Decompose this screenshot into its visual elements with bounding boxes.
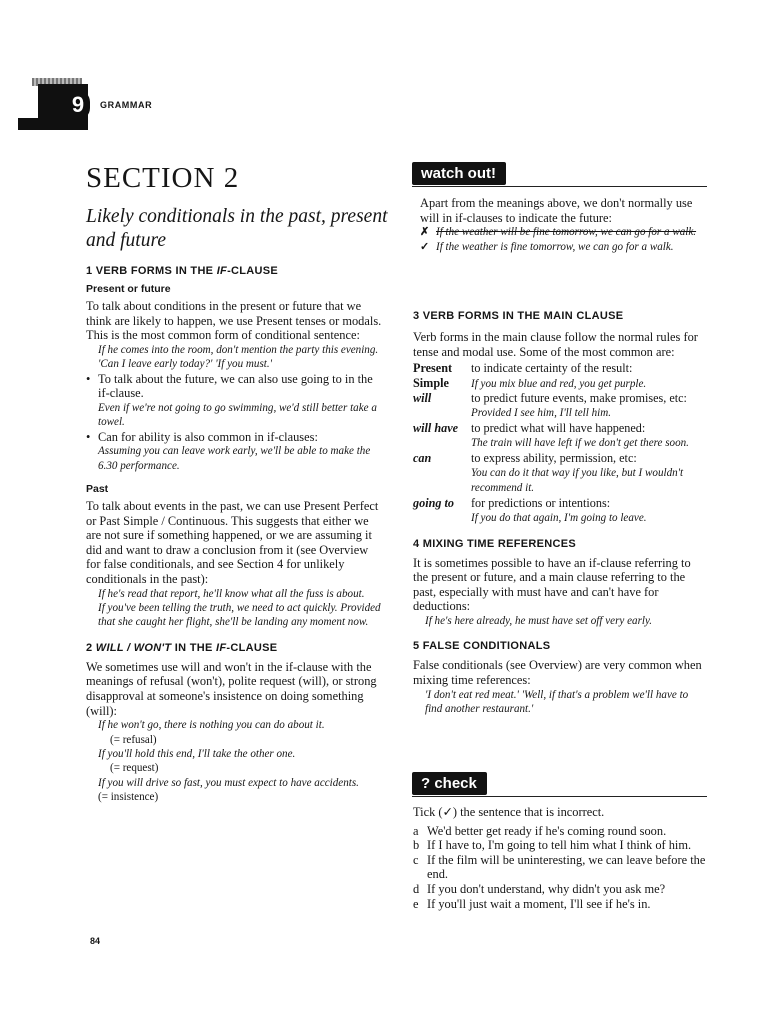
list-item: e If you'll just wait a moment, I'll see if he's in.: [413, 896, 651, 911]
heading-verb-forms-if-clause: 1 VERB FORMS IN THE IF-CLAUSE: [86, 265, 279, 277]
paragraph: False conditionals (see Overview) are very common when mixing time references:: [413, 658, 702, 688]
watch-out-title: watch out!: [412, 162, 506, 185]
example: Assuming you can leave work early, we'll be able to make the 6.30 performance.: [98, 445, 371, 472]
row-key: can: [413, 450, 432, 465]
example-gloss: (= request): [110, 762, 159, 775]
verb-forms-table: [413, 361, 708, 525]
table-row: can to express ability, permission, etc: You can do it that way if you like, but I wouldn't recommend it.: [413, 450, 684, 495]
example: If you'll hold this end, I'll take the other one.: [98, 747, 296, 760]
paragraph: Verb forms in the main clause follow the normal rules for tense and modal use. Some of the most common are:: [413, 330, 698, 359]
right-example: ✓ If the weather is fine tomorrow, we can go for a walk.: [420, 240, 674, 253]
row-key: Present Simple: [413, 361, 453, 390]
page-number: 84: [90, 936, 101, 946]
bullet-item: • Can for ability is also common in if-clauses:: [86, 430, 382, 445]
paragraph: It is sometimes possible to have an if-clause referring to the present or future, and a main clause referring to the past, especially with must have and can't have for deductions:: [413, 555, 691, 614]
list-item: c If the film will be uninteresting, we can leave before the end.: [413, 852, 706, 882]
list-item: a We'd better get ready if he's coming round soon.: [413, 823, 667, 838]
bullet-item: • To talk about the future, we can also use going to in the if-clause.: [86, 372, 382, 401]
cross-icon: ✗: [420, 226, 430, 239]
example: Even if we're not going to go swimming, we'd still better take a towel.: [98, 401, 377, 429]
list-item: d If you don't understand, why didn't you ask me?: [413, 881, 666, 896]
check-icon: ✓: [420, 240, 430, 253]
example: If he's here already, he must have set off very early.: [425, 615, 653, 628]
example: If he comes into the room, don't mention the party this evening. 'Can I leave early today?' 'If you must.': [98, 343, 379, 371]
check-title: ? check: [412, 772, 487, 795]
chapter-label: GRAMMAR: [100, 100, 153, 110]
wrong-example: ✗ If the weather will be fine tomorrow, we can go for a walk.: [420, 226, 697, 239]
list-item: b If I have to, I'm going to tell him what I think of him.: [413, 838, 692, 853]
heading-false-conditionals: 5 FALSE CONDITIONALS: [413, 640, 551, 653]
row-key: will have: [413, 420, 459, 435]
heading-mixing-time: 4 MIXING TIME REFERENCES: [413, 537, 577, 550]
paragraph: To talk about events in the past, we can use Present Perfect or Past Simple / Continuous. This suggests that either we are not sure if something happened, or we are assuming it did and want to draw a conclusion from it (see Overview for false conditionals, and see Section 4 for unlikely conditionals in the past):: [86, 499, 379, 586]
example: 'I don't eat red meat.' 'Well, if that's a problem we'll have to find another restaurant.': [425, 688, 689, 716]
table-row: will have to predict what will have happened: The train will have left if we don't get there soon.: [413, 420, 689, 450]
example: If he's read that report, he'll know what all the fuss is about.: [98, 587, 365, 600]
subheading-past: Past: [86, 483, 109, 495]
example-gloss: (= refusal): [110, 733, 157, 746]
check-rule: [412, 796, 707, 797]
heading-will-wont: 2 WILL / WON'T IN THE IF-CLAUSE: [86, 641, 278, 654]
example: If he won't go, there is nothing you can do about it.: [98, 719, 325, 732]
heading-main-clause: 3 VERB FORMS IN THE MAIN CLAUSE: [413, 310, 624, 322]
section-subtitle: Likely conditionals in the past, present and future: [86, 206, 388, 251]
check-instruction: Tick (✓) the sentence that is incorrect.: [413, 805, 605, 819]
tab-foot: [18, 118, 52, 130]
check-box: [413, 805, 708, 911]
example-gloss: (= insistence): [98, 791, 159, 804]
watch-out-box: [420, 196, 708, 254]
paragraph: We sometimes use will and won't in the if-clause with the meanings of refusal (won't), polite request (will), or strong disapproval at someone's insistence on doing something (will):: [86, 659, 377, 718]
paragraph: Apart from the meanings above, we don't normally use will in if-clauses to indicate the future:: [420, 196, 693, 225]
row-key: going to: [413, 495, 454, 510]
left-column: [86, 265, 382, 805]
example: If you've been telling the truth, we need to act quickly. Provided that she caught her flight, she'll be landing any moment now.: [98, 601, 381, 629]
section-title: SECTION 2: [86, 162, 240, 194]
example: If you will drive so fast, you must expect to have accidents.: [98, 776, 359, 789]
chapter-number: 9: [66, 90, 90, 120]
subheading-present-future: Present or future: [86, 283, 171, 295]
right-column: [413, 310, 708, 716]
table-row: Present Simple to indicate certainty of the result: If you mix blue and red, you get purple.: [413, 361, 647, 390]
table-row: going to for predictions or intentions: If you do that again, I'm going to leave.: [413, 495, 647, 525]
watch-out-rule: [412, 186, 707, 187]
table-row: will to predict future events, make promises, etc: Provided I see him, I'll tell him.: [413, 391, 687, 420]
row-key: will: [413, 391, 432, 405]
paragraph: To talk about conditions in the present or future that we think are likely to happen, we use Present tenses or modals. This is the most common form of conditional sentence:: [86, 299, 382, 343]
chapter-tab: [18, 78, 98, 130]
